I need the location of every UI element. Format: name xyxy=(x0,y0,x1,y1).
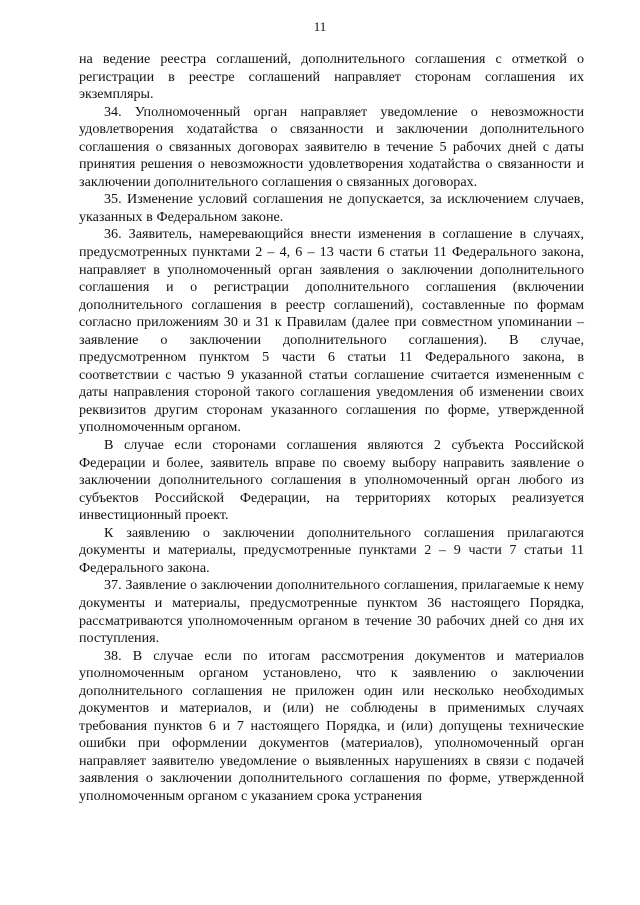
paragraph-35: 35. Изменение условий соглашения не допускается, за исключением случаев, указанных в Федеральном законе. xyxy=(79,191,584,225)
paragraph-34: 34. Уполномоченный орган направляет уведомление о невозможности удовлетворения ходатайства о связанности и заключении дополнительного соглашения о связанных договорах заявителю в течение 5 рабочих дней с даты принятия решения о невозможности удовлетворения ходатайства о связанности и заключении дополнительного соглашения о связанных договорах. xyxy=(79,103,584,190)
document-body xyxy=(79,51,584,806)
paragraph-38: 38. В случае если по итогам рассмотрения документов и материалов уполномоченным органом установлено, что к заявлению о заключении дополнительного соглашения не приложен один или несколько необходимых документов и материалов, и (или) не соблюдены в применимых случаях требования пунктов 6 и 7 настоящего Порядка, и (или) допущены технические ошибки при оформлении документов (материалов), уполномоченный орган направляет заявителю уведомление о выявленных нарушениях в связи с подачей заявления о заключении дополнительного соглашения по форме, утвержденной уполномоченным органом с указанием срока устранения xyxy=(79,647,584,804)
page-number: 11 xyxy=(313,19,327,34)
paragraph-36: 36. Заявитель, намеревающийся внести изменения в соглашение в случаях, предусмотренных пунктами 2 – 4, 6 – 13 части 6 статьи 11 Федерального закона, направляет в уполномоченный орган заявления о заключении дополнительного соглашения и о регистрации дополнительного соглашения (включении дополнительного соглашения в реестр соглашений), составленные по формам согласно приложениям 30 и 31 к Правилам (далее при совместном упоминании – заявление о заключении дополнительного соглашения). В случае, предусмотренном пунктом 5 части 6 статьи 11 Федерального закона, в соответствии с частью 9 указанной статьи соглашение считается измененным с даты направления стороной такого соглашения уведомления об изменении своих реквизитов другим сторонам указанного соглашения по форме, утвержденной уполномоченным органом. xyxy=(79,226,584,436)
paragraph-37: 37. Заявление о заключении дополнительного соглашения, прилагаемые к нему документы и материалы, предусмотренные пунктом 36 настоящего Порядка, рассматриваются уполномоченным органом в течение 30 рабочих дней со дня их поступления. xyxy=(79,577,584,647)
paragraph-36-subjects: В случае если сторонами соглашения являются 2 субъекта Российской Федерации и более, заявитель вправе по своему выбору направить заявление о заключении дополнительного соглашения в уполномоченный орган любого из субъектов Российской Федерации, на территориях которых реализуется инвестиционный проект. xyxy=(79,437,584,524)
paragraph-36-attachments: К заявлению о заключении дополнительного соглашения прилагаются документы и материалы, предусмотренные пунктами 2 – 9 части 7 статьи 11 Федерального закона. xyxy=(79,524,584,576)
paragraph-continuation: на ведение реестра соглашений, дополнительного соглашения с отметкой о регистрации в реестре соглашений направляет сторонам соглашения их экземпляры. xyxy=(79,51,584,103)
